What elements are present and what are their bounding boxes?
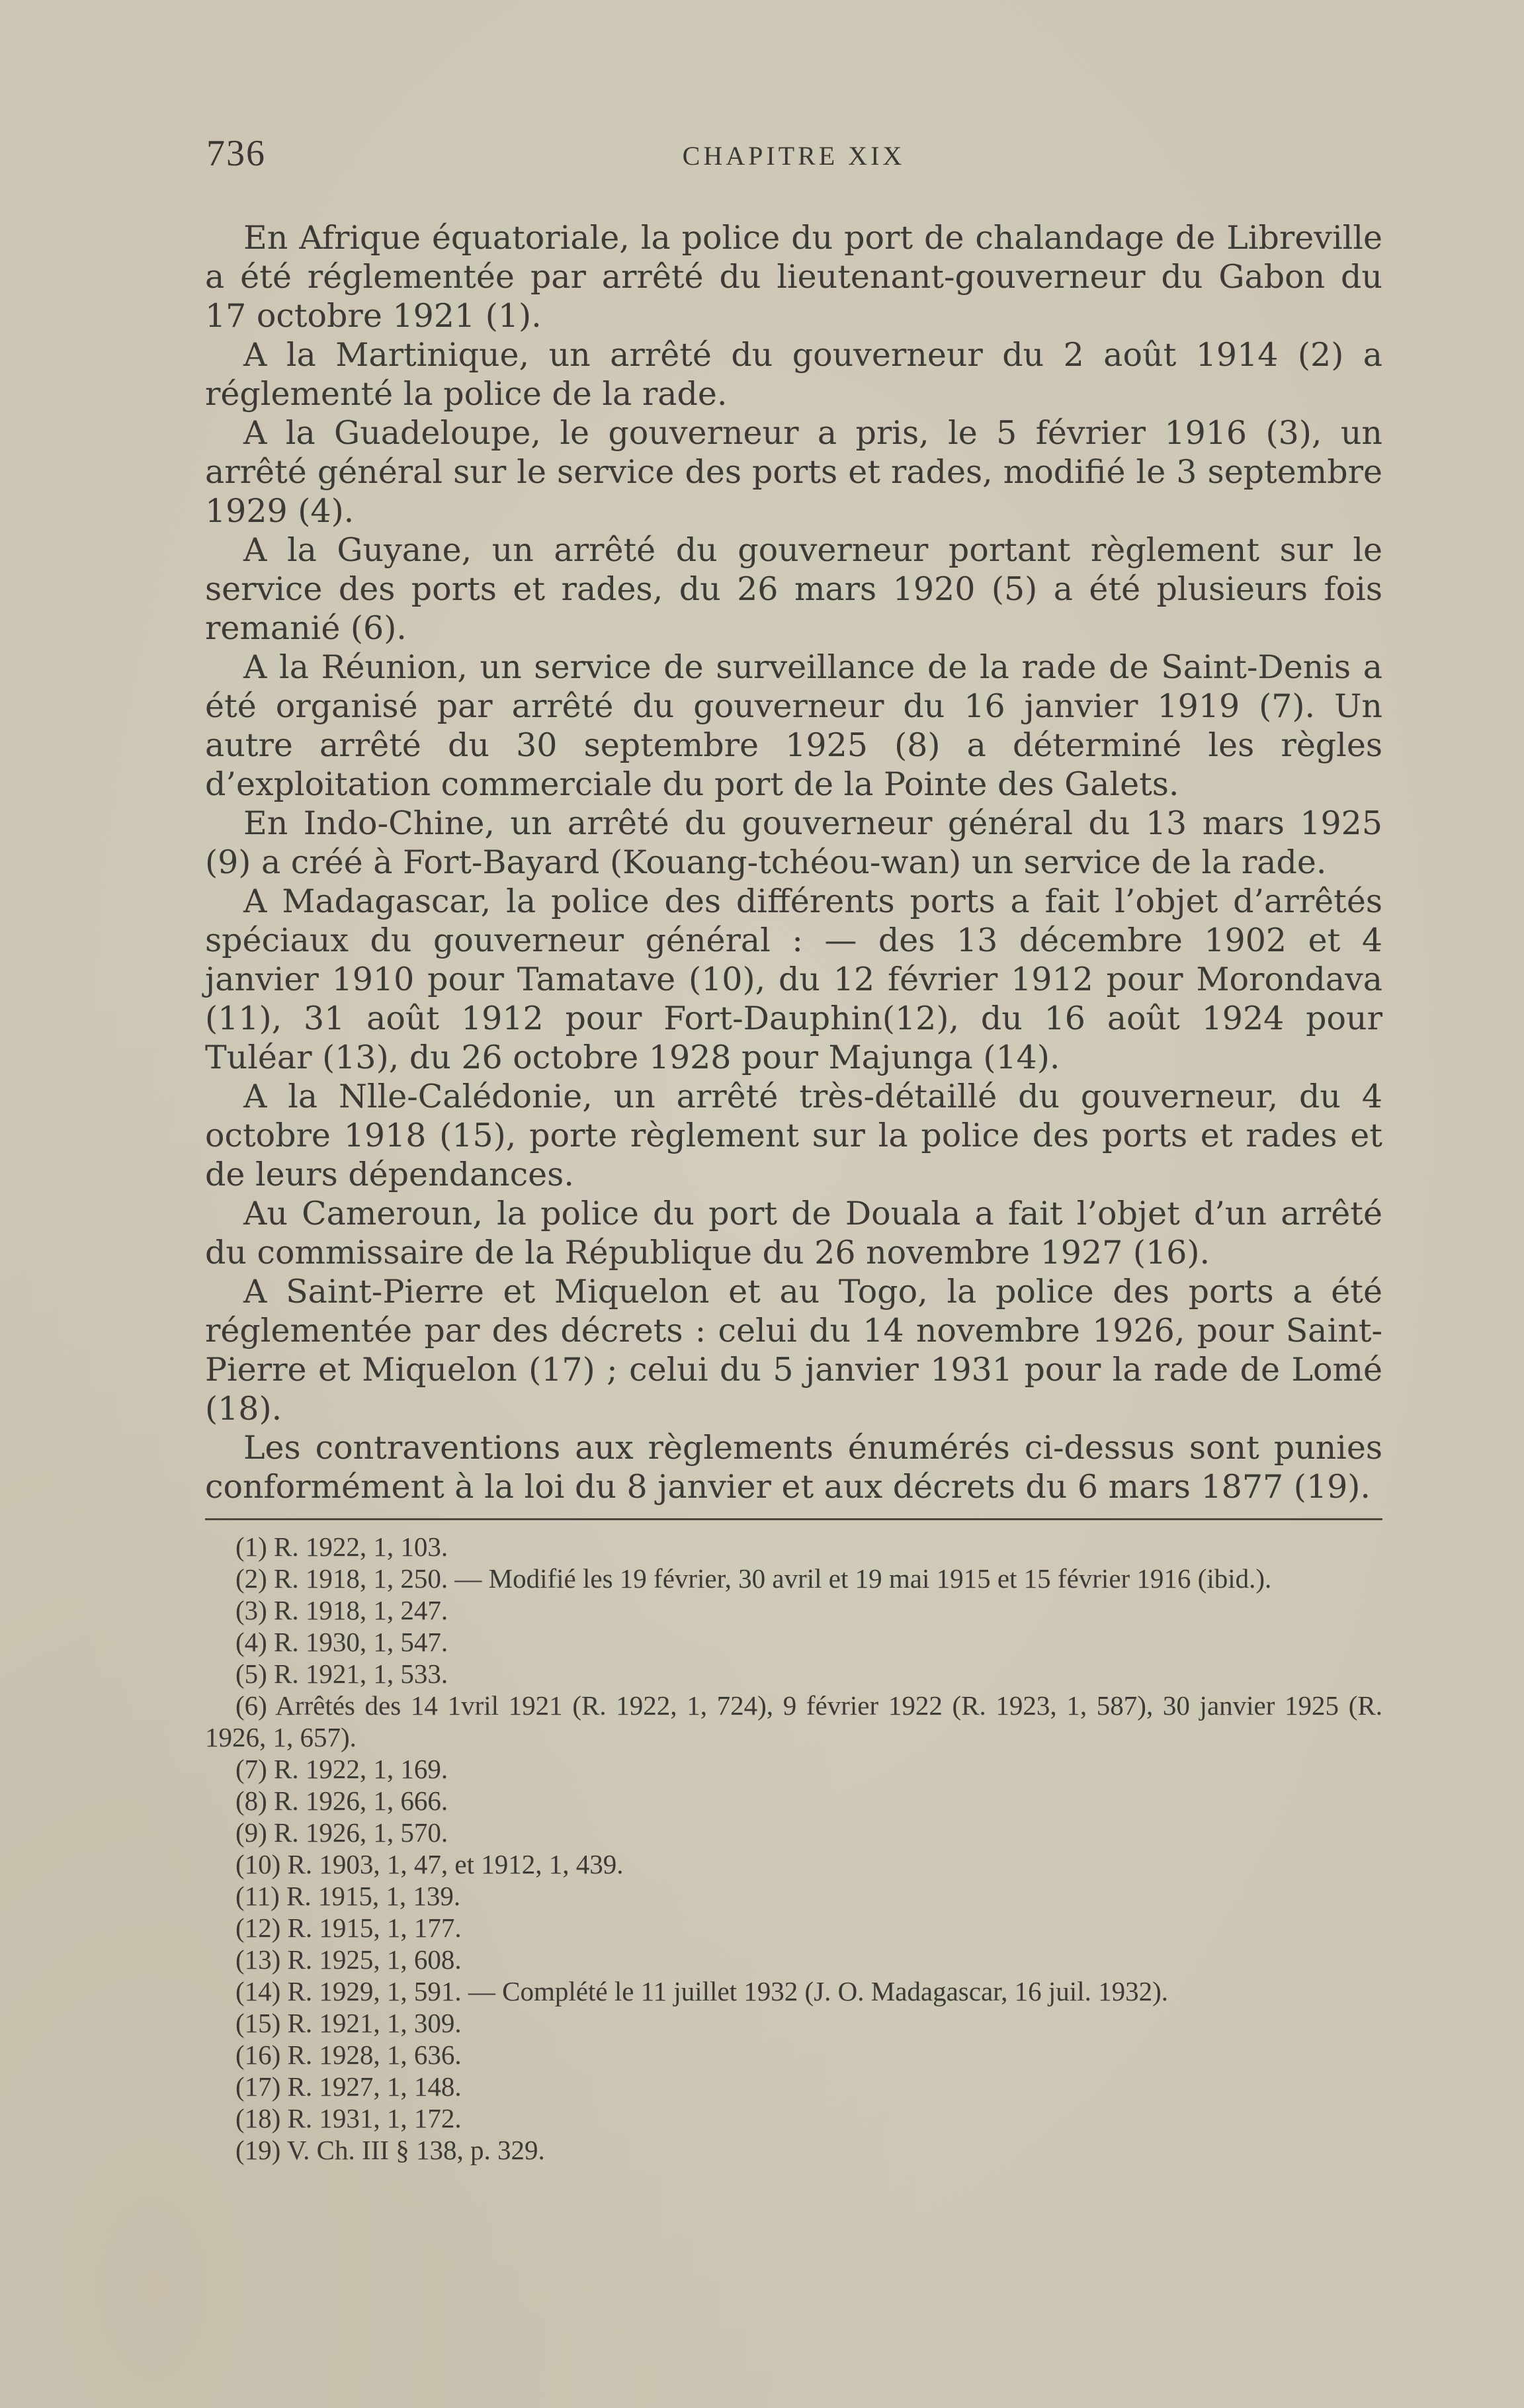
footnote: (2) R. 1918, 1, 250. — Modifié les 19 février, 30 avril et 19 mai 1915 et 15 février 1916 (ibid.). xyxy=(235,1563,1272,1594)
running-head: CHAPITRE XIX xyxy=(682,141,906,171)
paragraph-saint-pierre-togo: A Saint-Pierre et Miquelon et au Togo, la police des ports a été réglementée par des décrets : celui du 14 novembre 1926, pour Saint-Pierre et Miquelon (17) ; celui du 5 janvier 1931 pour la rade de Lomé (18). xyxy=(205,1273,1382,1428)
paragraph-indo-chine: En Indo-Chine, un arrêté du gouverneur général du 13 mars 1925 (9) a créé à Fort-Bayard (Kouang-tchéou-wan) un service de la rade. xyxy=(205,804,1382,881)
footnote: (19) V. Ch. III § 138, p. 329. xyxy=(235,2135,545,2165)
footnote: (4) R. 1930, 1, 547. xyxy=(235,1627,448,1657)
paragraph-nouvelle-caledonie: A la Nlle-Calédonie, un arrêté très-détaillé du gouverneur, du 4 octobre 1918 (15), porte règlement sur la police des ports et rades et de leurs dépendances. xyxy=(205,1078,1382,1193)
footnotes xyxy=(205,1531,1382,2166)
footnote: (17) R. 1927, 1, 148. xyxy=(235,2071,462,2102)
body-text xyxy=(205,218,1382,1506)
footnote: (12) R. 1915, 1, 177. xyxy=(235,1913,462,1943)
footnote-divider xyxy=(205,1518,1382,1520)
footnote: (9) R. 1926, 1, 570. xyxy=(235,1817,448,1848)
page-number: 736 xyxy=(206,133,266,174)
footnote: (16) R. 1928, 1, 636. xyxy=(235,2040,462,2070)
footnote: (10) R. 1903, 1, 47, et 1912, 1, 439. xyxy=(235,1849,624,1879)
footnote: (5) R. 1921, 1, 533. xyxy=(235,1658,448,1689)
paragraph-madagascar: A Madagascar, la police des différents ports a fait l’objet d’arrêtés spéciaux du gouverneur général : — des 13 décembre 1902 et 4 janvier 1910 pour Tamatave (10), du 12 février 1912 pour Morondava (11), 31 août 1912 pour Fort-Dauphin(12), du 16 août 1924 pour Tuléar (13), du 26 octobre 1928 pour Majunga (14). xyxy=(205,882,1382,1076)
footnote: (7) R. 1922, 1, 169. xyxy=(235,1754,448,1784)
paragraph-afrique-equatoriale: En Afrique équatoriale, la police du port de chalandage de Libreville a été réglementée par arrêté du lieutenant-gouverneur du Gabon du 17 octobre 1921 (1). xyxy=(205,219,1382,335)
paragraph-martinique: A la Martinique, un arrêté du gouverneur du 2 août 1914 (2) a réglementé la police de la rade. xyxy=(205,336,1382,413)
footnote: (8) R. 1926, 1, 666. xyxy=(235,1785,448,1816)
footnote: (1) R. 1922, 1, 103. xyxy=(235,1531,448,1562)
page-header xyxy=(205,132,1382,189)
footnote: (18) R. 1931, 1, 172. xyxy=(235,2103,462,2133)
footnote: (3) R. 1918, 1, 247. xyxy=(235,1595,448,1625)
footnote: (14) R. 1929, 1, 591. — Complété le 11 juillet 1932 (J. O. Madagascar, 16 juil. 1932). xyxy=(235,1976,1168,2006)
paragraph-contraventions: Les contraventions aux règlements énumérés ci-dessus sont punies conformément à la loi du 8 janvier et aux décrets du 6 mars 1877 (19). xyxy=(205,1429,1382,1506)
footnote: (13) R. 1925, 1, 608. xyxy=(235,1944,462,1975)
footnote: (11) R. 1915, 1, 139. xyxy=(235,1881,461,1911)
paragraph-reunion: A la Réunion, un service de surveillance de la rade de Saint-Denis a été organisé par arrêté du gouverneur du 16 janvier 1919 (7). Un autre arrêté du 30 septembre 1925 (8) a déterminé les règles d’exploitation commerciale du port de la Pointe des Galets. xyxy=(205,648,1382,803)
footnote: (6) Arrêtés des 14 1vril 1921 (R. 1922, 1, 724), 9 février 1922 (R. 1923, 1, 587), 30 janvier 1925 (R. 1926, 1, 657). xyxy=(205,1690,1382,1752)
paragraph-cameroun: Au Cameroun, la police du port de Douala a fait l’objet d’un arrêté du commissaire de la République du 26 novembre 1927 (16). xyxy=(205,1195,1382,1271)
paragraph-guadeloupe: A la Guadeloupe, le gouverneur a pris, le 5 février 1916 (3), un arrêté général sur le service des ports et rades, modifié le 3 septembre 1929 (4). xyxy=(205,414,1382,530)
book-page xyxy=(205,132,1382,2166)
footnote: (15) R. 1921, 1, 309. xyxy=(235,2008,462,2038)
paragraph-guyane: A la Guyane, un arrêté du gouverneur portant règlement sur le service des ports et rades, du 26 mars 1920 (5) a été plusieurs fois remanié (6). xyxy=(205,531,1382,647)
